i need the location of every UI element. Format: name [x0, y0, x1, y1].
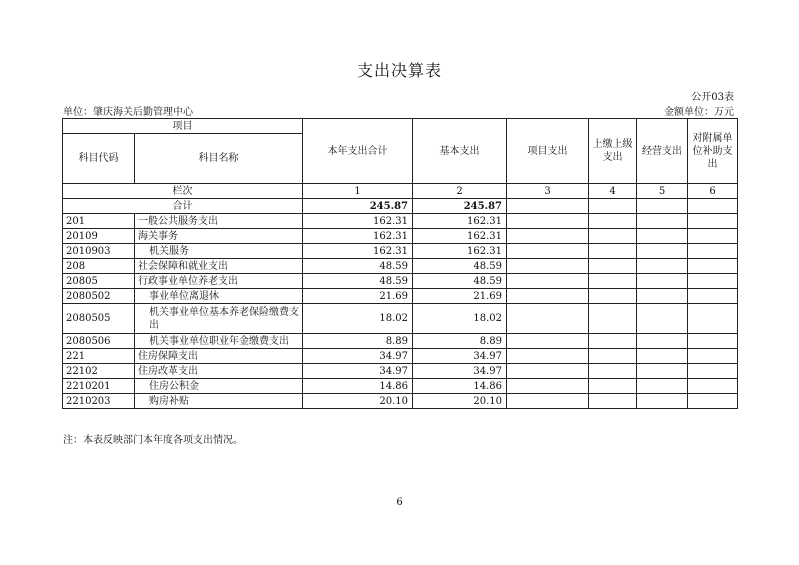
row-code: 208 — [63, 259, 135, 274]
row-basic: 34.97 — [413, 349, 507, 364]
total-sum: 245.87 — [303, 199, 413, 214]
row-total: 18.02 — [303, 304, 413, 334]
row-name: 住房保障支出 — [135, 349, 303, 364]
row-total: 162.31 — [303, 244, 413, 259]
row-name: 住房改革支出 — [135, 364, 303, 379]
page-number: 6 — [396, 497, 403, 508]
row-total: 21.69 — [303, 289, 413, 304]
seq-6: 6 — [688, 184, 738, 199]
amount-unit: 金额单位：万元 — [664, 107, 734, 118]
table-note: 注：本表反映部门本年度各项支出情况。 — [63, 435, 243, 446]
row-name: 行政事业单位养老支出 — [135, 274, 303, 289]
row-total: 20.10 — [303, 394, 413, 409]
row-basic: 162.31 — [413, 244, 507, 259]
row-total: 34.97 — [303, 364, 413, 379]
table-row — [63, 304, 738, 334]
row-basic: 20.10 — [413, 394, 507, 409]
total-basic: 245.87 — [413, 199, 507, 214]
form-number: 公开03表 — [691, 92, 734, 103]
row-code: 201 — [63, 214, 135, 229]
row-code: 2010903 — [63, 244, 135, 259]
row-total: 162.31 — [303, 229, 413, 244]
row-total: 48.59 — [303, 259, 413, 274]
row-basic: 48.59 — [413, 274, 507, 289]
seq-4: 4 — [589, 184, 637, 199]
row-basic: 162.31 — [413, 214, 507, 229]
table-row — [63, 214, 738, 229]
header-basic: 基本支出 — [413, 119, 507, 184]
table-row — [63, 334, 738, 349]
row-total: 162.31 — [303, 214, 413, 229]
table-row — [63, 259, 738, 274]
row-basic: 162.31 — [413, 229, 507, 244]
table-row — [63, 394, 738, 409]
row-basic: 34.97 — [413, 364, 507, 379]
total-row — [63, 199, 738, 214]
row-total: 48.59 — [303, 274, 413, 289]
row-code: 20109 — [63, 229, 135, 244]
row-name: 购房补贴 — [135, 394, 303, 409]
header-business: 经营支出 — [637, 119, 688, 184]
row-name: 事业单位离退休 — [135, 289, 303, 304]
row-basic: 8.89 — [413, 334, 507, 349]
header-name: 科目名称 — [135, 134, 303, 184]
seq-label: 栏次 — [63, 184, 303, 199]
row-name: 一般公共服务支出 — [135, 214, 303, 229]
header-total: 本年支出合计 — [303, 119, 413, 184]
table-row — [63, 289, 738, 304]
row-basic: 14.86 — [413, 379, 507, 394]
row-name: 机关服务 — [135, 244, 303, 259]
row-total: 34.97 — [303, 349, 413, 364]
row-code: 2080502 — [63, 289, 135, 304]
row-code: 2210201 — [63, 379, 135, 394]
header-project-expenditure: 项目支出 — [507, 119, 589, 184]
table-row — [63, 379, 738, 394]
seq-3: 3 — [507, 184, 589, 199]
row-name: 海关事务 — [135, 229, 303, 244]
row-name: 机关事业单位职业年金缴费支出 — [135, 334, 303, 349]
header-project: 项目 — [63, 119, 303, 134]
row-total: 14.86 — [303, 379, 413, 394]
seq-1: 1 — [303, 184, 413, 199]
row-name: 机关事业单位基本养老保险缴费支出 — [135, 304, 303, 334]
row-code: 221 — [63, 349, 135, 364]
header-code: 科目代码 — [63, 134, 135, 184]
expenditure-table — [62, 118, 738, 409]
seq-2: 2 — [413, 184, 507, 199]
row-basic: 48.59 — [413, 259, 507, 274]
row-code: 2080506 — [63, 334, 135, 349]
page-title: 支出决算表 — [356, 61, 442, 80]
row-code: 2210203 — [63, 394, 135, 409]
table-row — [63, 364, 738, 379]
table-row — [63, 349, 738, 364]
table-row — [63, 244, 738, 259]
table-row — [63, 274, 738, 289]
row-code: 22102 — [63, 364, 135, 379]
row-name: 社会保障和就业支出 — [135, 259, 303, 274]
row-code: 20805 — [63, 274, 135, 289]
reporting-unit: 单位：肇庆海关后勤管理中心 — [63, 107, 193, 118]
seq-5: 5 — [637, 184, 688, 199]
row-basic: 21.69 — [413, 289, 507, 304]
header-subsidiary: 对附属单位补助支出 — [688, 119, 738, 184]
row-name: 住房公积金 — [135, 379, 303, 394]
row-code: 2080505 — [63, 304, 135, 334]
total-label: 合计 — [63, 199, 303, 214]
table-row — [63, 229, 738, 244]
row-total: 8.89 — [303, 334, 413, 349]
header-upper-remittance: 上缴上级支出 — [589, 119, 637, 184]
row-basic: 18.02 — [413, 304, 507, 334]
